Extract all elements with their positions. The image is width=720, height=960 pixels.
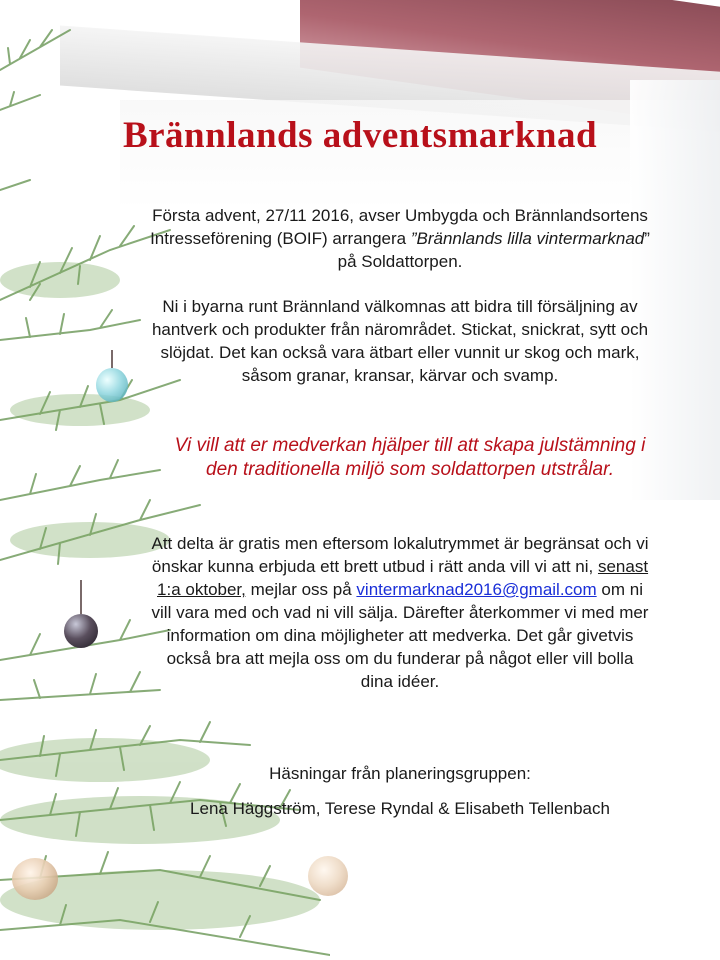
greeting-text: Häsningar från planeringsgruppen: bbox=[269, 764, 531, 783]
participation-text-mid: mejlar oss på bbox=[245, 580, 357, 599]
intro-text: Första advent, 27/11 2016, avser Umbygda och Brännlandsortens Intresseförening (BOIF) arrangera bbox=[150, 206, 648, 248]
signatures-text: Lena Häggström, Terese Ryndal & Elisabeth Tellenbach bbox=[190, 799, 610, 818]
invitation-paragraph: Ni i byarna runt Brännland välkomnas att bidra till försäljning av hantverk och produkter från närområdet. Stickat, snickrat, sytt och slöjdat. Det kan också vara ätbart eller vunnit ur skog och mark, såsom granar, kransar, kärvar och svamp. bbox=[151, 297, 649, 385]
participation-paragraph bbox=[150, 532, 650, 693]
intro-text-end: ” på Soldattorpen. bbox=[337, 229, 650, 271]
participation-text: Att delta är gratis men eftersom lokalutrymmet är begränsat och vi önskar kunna erbjuda ett brett utbud i rätt anda vill vi att ni, bbox=[151, 534, 649, 576]
intro-paragraph bbox=[150, 204, 650, 273]
participation-text-end: om ni vill vara med och vad ni vill sälja. Därefter återkommer vi med mer information om dina möjligheter att medverka. Det går givetvis också bra att mejla oss om du funderar på något eller vill bolla dina idéer. bbox=[151, 580, 649, 691]
deadline-text: senast 1:a oktober, bbox=[157, 557, 649, 599]
page-title: Brännlands adventsmarknad bbox=[122, 115, 598, 156]
highlight-quote: Vi vill att er medverkan hjälper till att skapa julstämning i den traditionella miljö som soldattorpen utstrålar. bbox=[174, 435, 646, 480]
market-name: ”Brännlands lilla vintermarknad bbox=[410, 229, 645, 248]
email-link[interactable]: vintermarknad2016@gmail.com bbox=[356, 580, 597, 599]
